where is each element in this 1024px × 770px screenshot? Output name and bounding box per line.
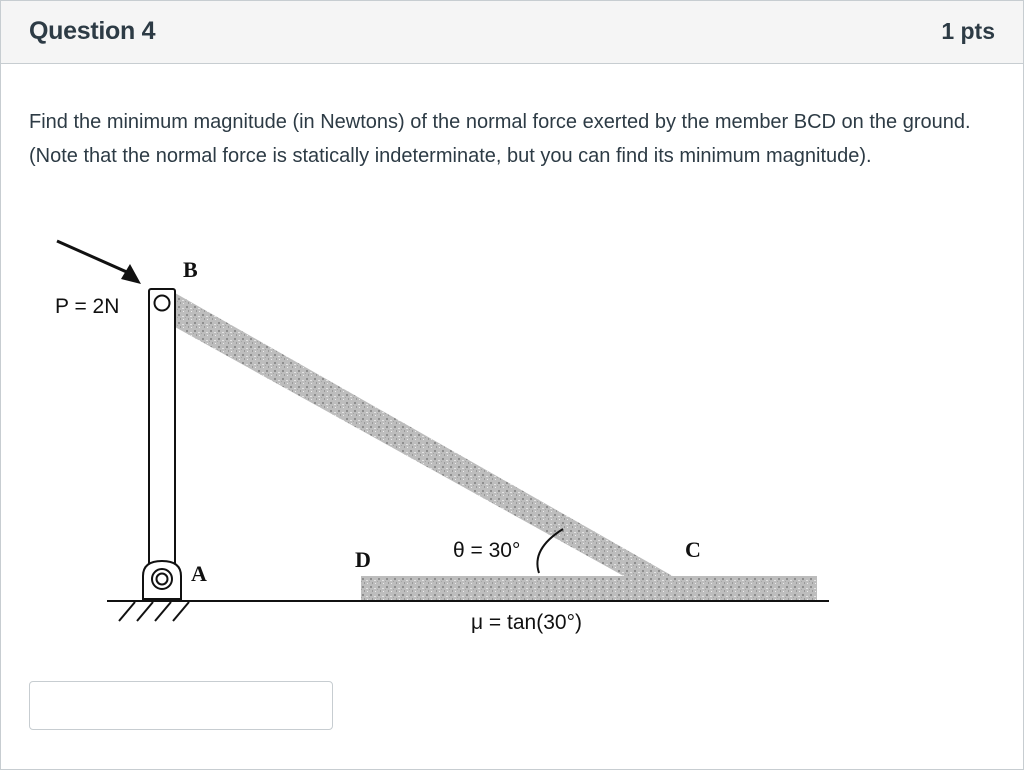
pin-a-inner bbox=[157, 574, 168, 585]
question-title: Question 4 bbox=[29, 17, 156, 45]
friction-label: μ = tan(30°) bbox=[471, 611, 582, 634]
force-label: P = 2N bbox=[55, 295, 120, 318]
member-bc bbox=[175, 293, 713, 599]
ground-hatch bbox=[119, 602, 189, 621]
label-a: A bbox=[191, 561, 207, 586]
label-d: D bbox=[355, 547, 371, 572]
member-ab bbox=[149, 289, 175, 597]
angle-label: θ = 30° bbox=[453, 539, 521, 562]
label-b: B bbox=[183, 257, 198, 282]
ground-block bbox=[361, 576, 817, 600]
question-points: 1 pts bbox=[941, 18, 995, 44]
statics-diagram bbox=[1, 1, 1023, 671]
label-c: C bbox=[685, 537, 701, 562]
force-arrowhead bbox=[121, 264, 141, 284]
answer-input[interactable] bbox=[29, 681, 333, 730]
force-arrow bbox=[57, 241, 129, 273]
question-text: Find the minimum magnitude (in Newtons) of the normal force exerted by the member BCD on the ground. (Note that the normal force is statically indeterminate, but you can find its minimum magnitude). bbox=[29, 111, 971, 167]
pin-b bbox=[155, 296, 170, 311]
